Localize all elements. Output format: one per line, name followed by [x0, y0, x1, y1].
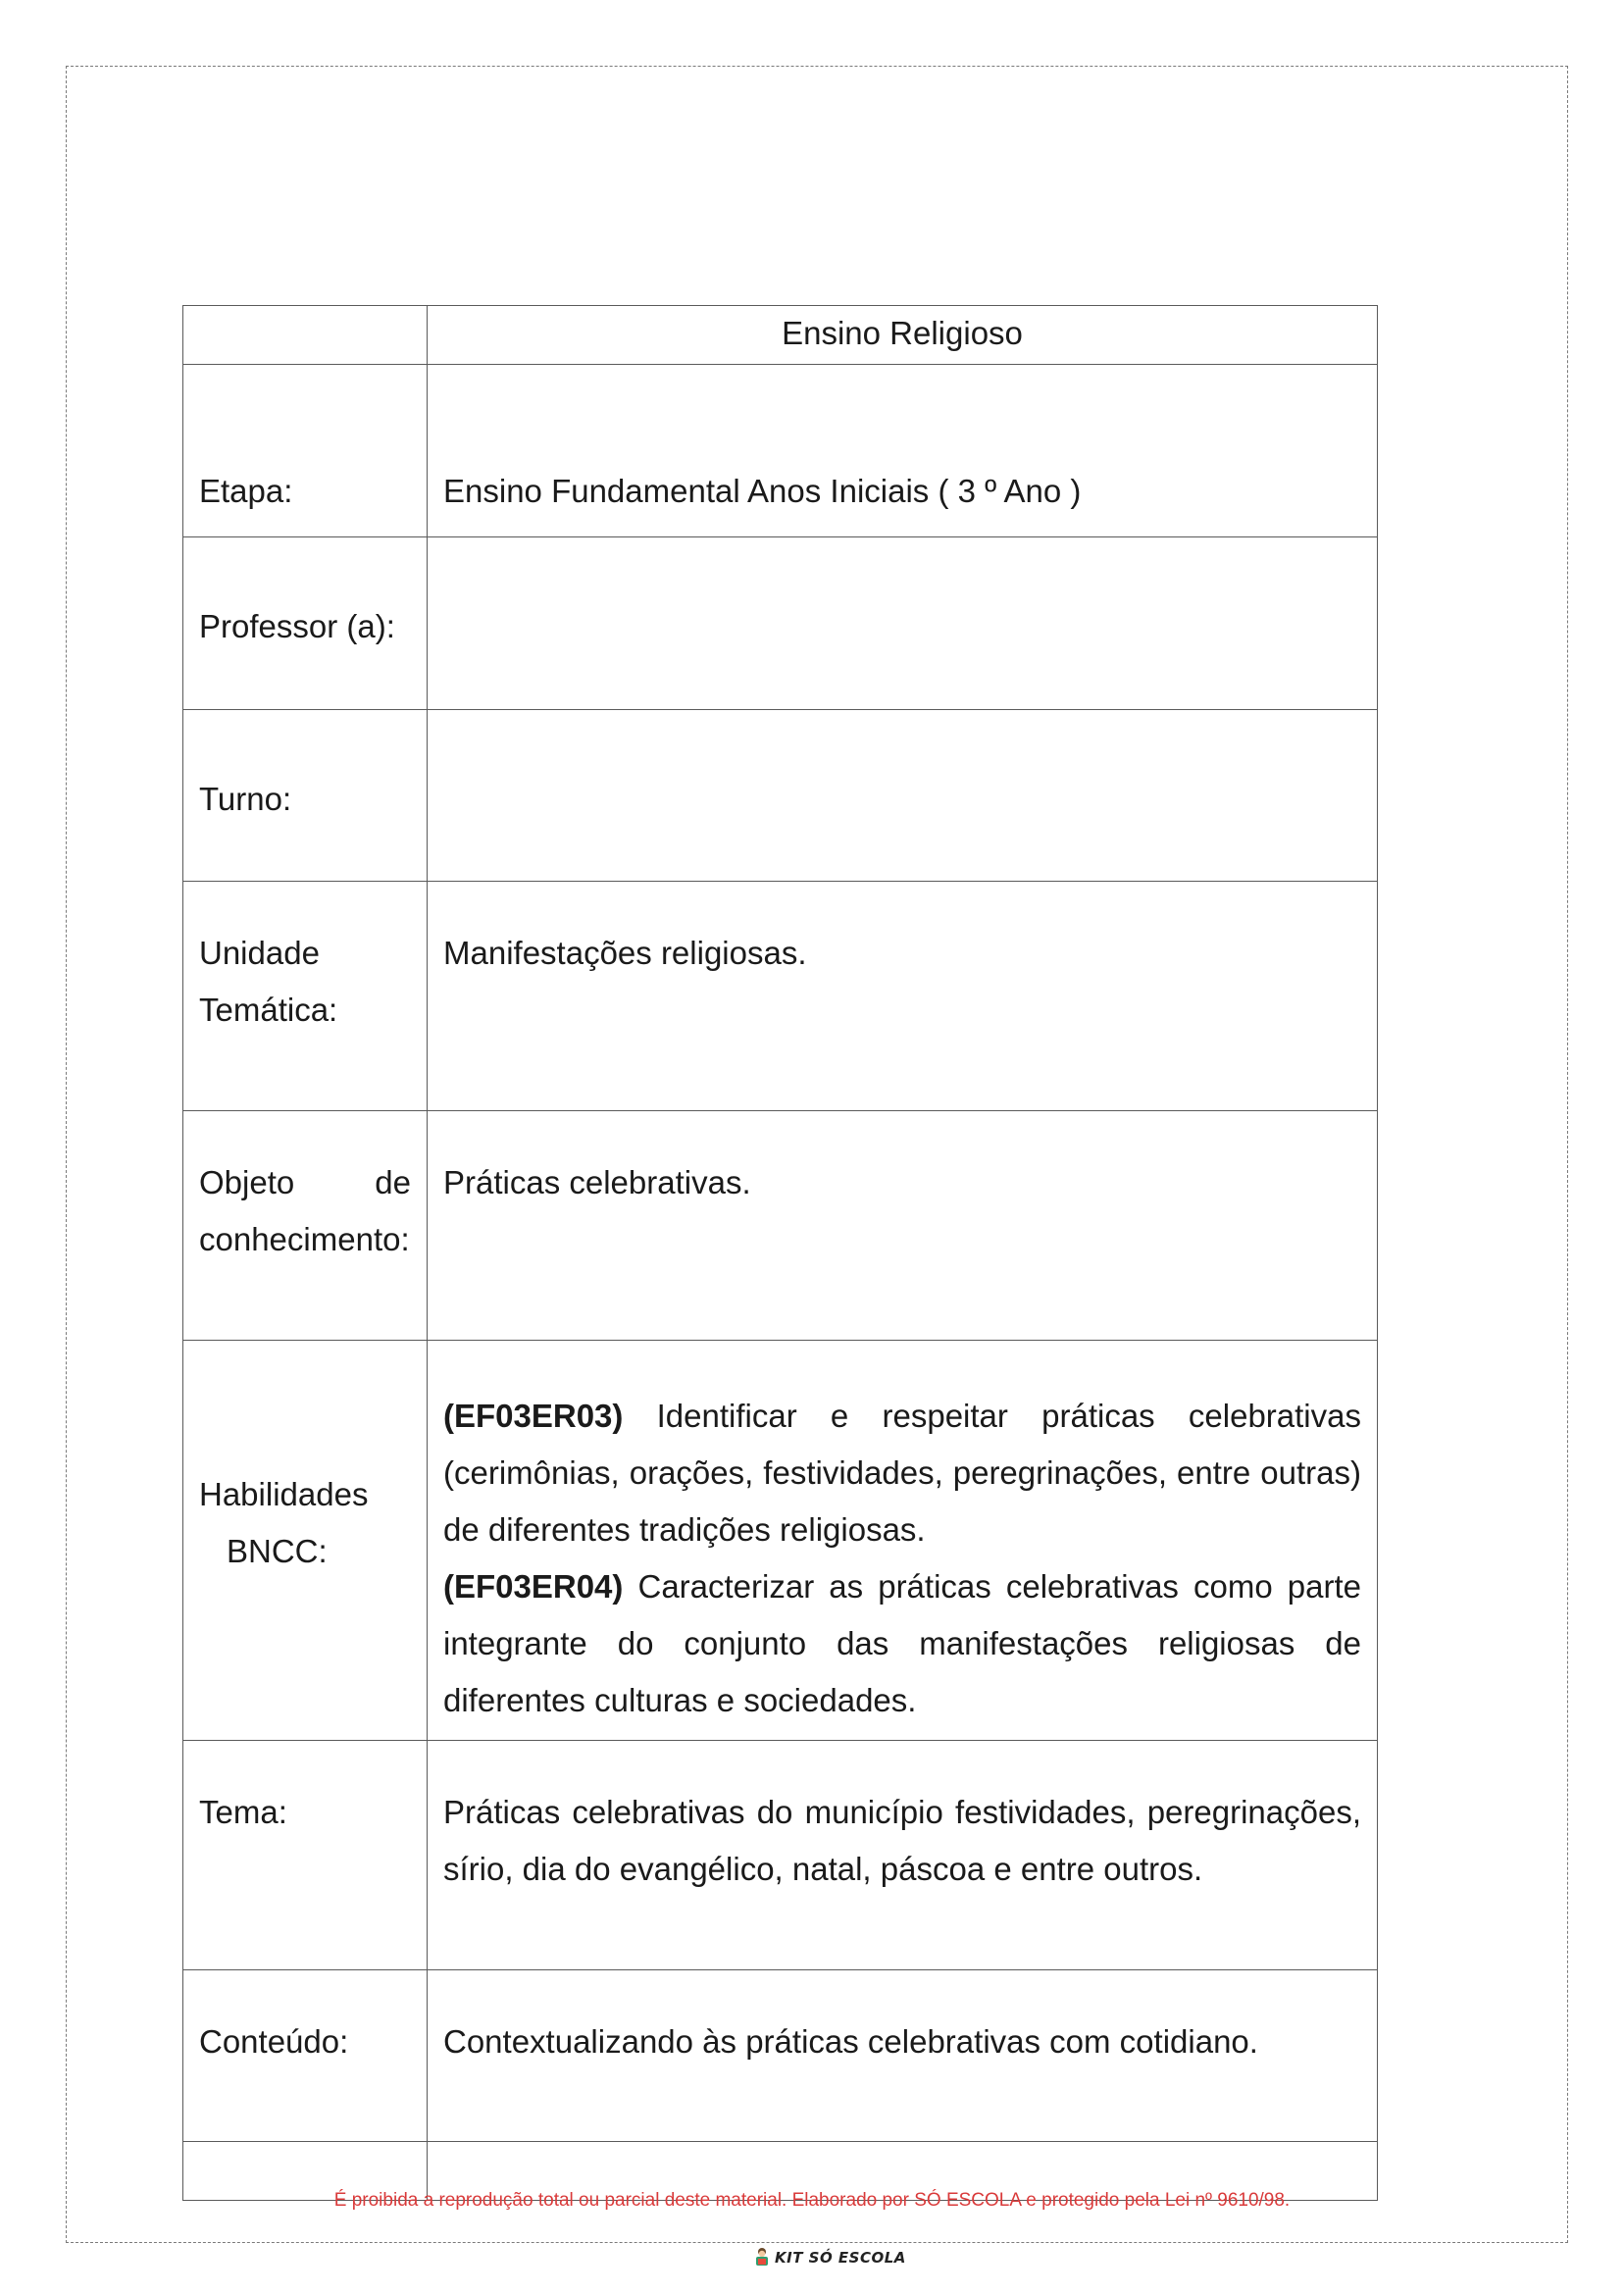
professor-row [183, 537, 1378, 710]
professor-label-text: Professor (a): [199, 608, 395, 644]
objeto-row [183, 1111, 1378, 1341]
title-row [183, 306, 1378, 365]
etapa-value: Ensino Fundamental Anos Iniciais ( 3 º Ano ) [428, 365, 1378, 537]
lesson-plan-table [182, 305, 1378, 2201]
habilidades-label-line2: BNCC: [227, 1533, 328, 1569]
conteudo-value-text: Contextualizando às práticas celebrativas com cotidiano. [443, 2023, 1258, 2060]
unidade-row [183, 882, 1378, 1111]
unidade-value [428, 882, 1378, 1111]
unidade-label-line2: Temática: [199, 992, 338, 1028]
objeto-label [183, 1111, 428, 1341]
habilidades-label-line1: Habilidades [199, 1476, 369, 1512]
tema-value-text: Práticas celebrativas do município festividades, peregrinações, sírio, dia do evangélico, natal, páscoa e entre outros. [443, 1794, 1361, 1887]
objeto-label-word1: Objeto [199, 1164, 295, 1200]
etapa-row [183, 365, 1378, 537]
skill-code-2: (EF03ER04) [443, 1568, 624, 1605]
copyright-notice: É proibida a reprodução total ou parcial deste material. Elaborado por SÓ ESCOLA e protegido pela Lei nº 9610/98. [333, 2190, 1291, 2211]
brand-text: KIT SÓ ESCOLA [775, 2249, 906, 2267]
conteudo-row [183, 1970, 1378, 2142]
unidade-label [183, 882, 428, 1111]
tema-label [183, 1741, 428, 1970]
brand-logo [753, 2246, 906, 2269]
tema-row [183, 1741, 1378, 1970]
skill-code-1: (EF03ER03) [443, 1398, 624, 1434]
objeto-value-text: Práticas celebrativas. [443, 1164, 751, 1200]
conteudo-label [183, 1970, 428, 2142]
turno-label-text: Turno: [199, 781, 292, 817]
turno-value [428, 710, 1378, 882]
unidade-value-text: Manifestações religiosas. [443, 935, 807, 971]
skill-text-1: Identificar e respeitar práticas celebrativas (cerimônias, orações, festividades, peregrinações, entre outras) de diferentes tradições religiosas. [443, 1398, 1361, 1548]
professor-value [428, 537, 1378, 710]
objeto-label-line2: conhecimento: [199, 1221, 410, 1257]
student-icon [753, 2247, 771, 2269]
objeto-label-word2: de [375, 1164, 411, 1200]
skill-item-1 [443, 1388, 1361, 1558]
professor-label [183, 537, 428, 710]
habilidades-row [183, 1341, 1378, 1741]
turno-label [183, 710, 428, 882]
skill-item-2 [443, 1558, 1361, 1729]
habilidades-value [428, 1341, 1378, 1741]
conteudo-label-text: Conteúdo: [199, 2023, 349, 2060]
tema-value [428, 1741, 1378, 1970]
tema-label-text: Tema: [199, 1794, 287, 1830]
title-label-cell [183, 306, 428, 365]
habilidades-label [183, 1341, 428, 1741]
objeto-value [428, 1111, 1378, 1341]
unidade-label-line1: Unidade [199, 935, 320, 971]
subject-title: Ensino Religioso [428, 306, 1378, 365]
etapa-label: Etapa: [183, 365, 428, 537]
conteudo-value [428, 1970, 1378, 2142]
skill-text-2: Caracterizar as práticas celebrativas como parte integrante do conjunto das manifestações religiosas de diferentes culturas e sociedades. [443, 1568, 1361, 1718]
turno-row [183, 710, 1378, 882]
